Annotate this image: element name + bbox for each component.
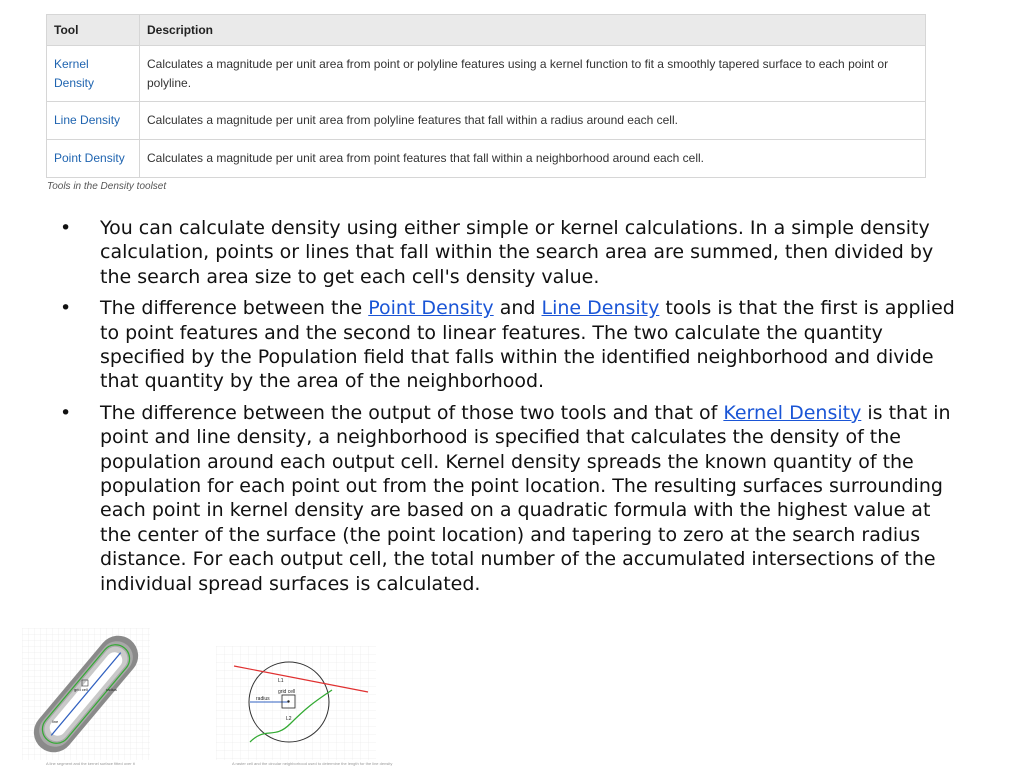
table-caption: Tools in the Density toolset: [47, 181, 167, 192]
line-label: line: [52, 719, 59, 724]
tool-link-kernel-density[interactable]: Kernel Density: [47, 46, 140, 102]
cell-center-point: [287, 700, 289, 702]
l2-label: L2: [286, 716, 292, 722]
radius-label: radius: [106, 687, 117, 692]
tool-description: Calculates a magnitude per unit area from polyline features that fall within a radius around each cell.: [140, 102, 926, 140]
table-row: [47, 46, 926, 102]
bullet-text: tools is that the first is applied to point features and the second to linear features. The two calculate the quantity specified by the Population field that falls within the identified neighborhood and divide that quantity by the area of the neighborhood.: [100, 297, 955, 393]
l1-label: L1: [278, 678, 284, 684]
figure2-caption: A raster cell and the circular neighborhood used to determine the length for the line density: [232, 761, 393, 766]
column-header-tool: Tool: [47, 15, 140, 46]
bullet-item: [60, 216, 965, 289]
bullet-item: [60, 401, 965, 596]
density-tools-table: [46, 14, 926, 178]
bullet-text: and: [493, 297, 542, 320]
bullet-marker: •: [60, 217, 72, 239]
figure1-caption: A line segment and the kernel surface fitted over it: [46, 761, 135, 766]
kernel-line-surface-figure: [22, 628, 150, 760]
grid-cell-label: grid cell: [74, 687, 88, 692]
bullet-text: The difference between the: [100, 297, 369, 320]
radius-label: radius: [256, 696, 270, 702]
bullet-text: You can calculate density using either simple or kernel calculations. In a simple density calculation, points or lines that fall within the search area are summed, then divided by the search area size to get each cell's density value.: [100, 217, 934, 288]
column-header-description: Description: [140, 15, 926, 46]
tool-description: Calculates a magnitude per unit area from point features that fall within a neighborhood around each cell.: [140, 140, 926, 178]
tool-link-line-density[interactable]: Line Density: [47, 102, 140, 140]
bullet-text: is that in point and line density, a neighborhood is specified that calculates the density of the population around each output cell. Kernel density spreads the known quantity of the population for each point out from the point location. The resulting surfaces surrounding each point in kernel density are based on a quadratic formula with the highest value at the center of the surface (the point location) and tapering to zero at the search radius distance. For each output cell, the total number of the accumulated intersections of the individual spread surfaces is calculated.: [100, 401, 951, 595]
tool-description: Calculates a magnitude per unit area from point or polyline features using a kernel function to fit a smoothly tapered surface to each point or polyline.: [140, 46, 926, 102]
tool-link-point-density[interactable]: Point Density: [47, 140, 140, 178]
kernel-density-link[interactable]: Kernel Density: [723, 401, 862, 424]
line-density-neighborhood-figure: [216, 646, 376, 760]
bullet-item: [60, 296, 965, 394]
table-row: [47, 102, 926, 140]
line-density-link[interactable]: Line Density: [541, 297, 660, 320]
table-row: [47, 140, 926, 178]
bullet-text: The difference between the output of those two tools and that of: [100, 401, 724, 424]
point-density-link[interactable]: Point Density: [368, 297, 494, 320]
bullet-marker: •: [60, 297, 72, 320]
bullet-marker: •: [60, 401, 72, 424]
table-header-row: [47, 15, 926, 46]
bullet-list: [60, 216, 965, 603]
grid-cell-label: grid cell: [278, 689, 296, 695]
